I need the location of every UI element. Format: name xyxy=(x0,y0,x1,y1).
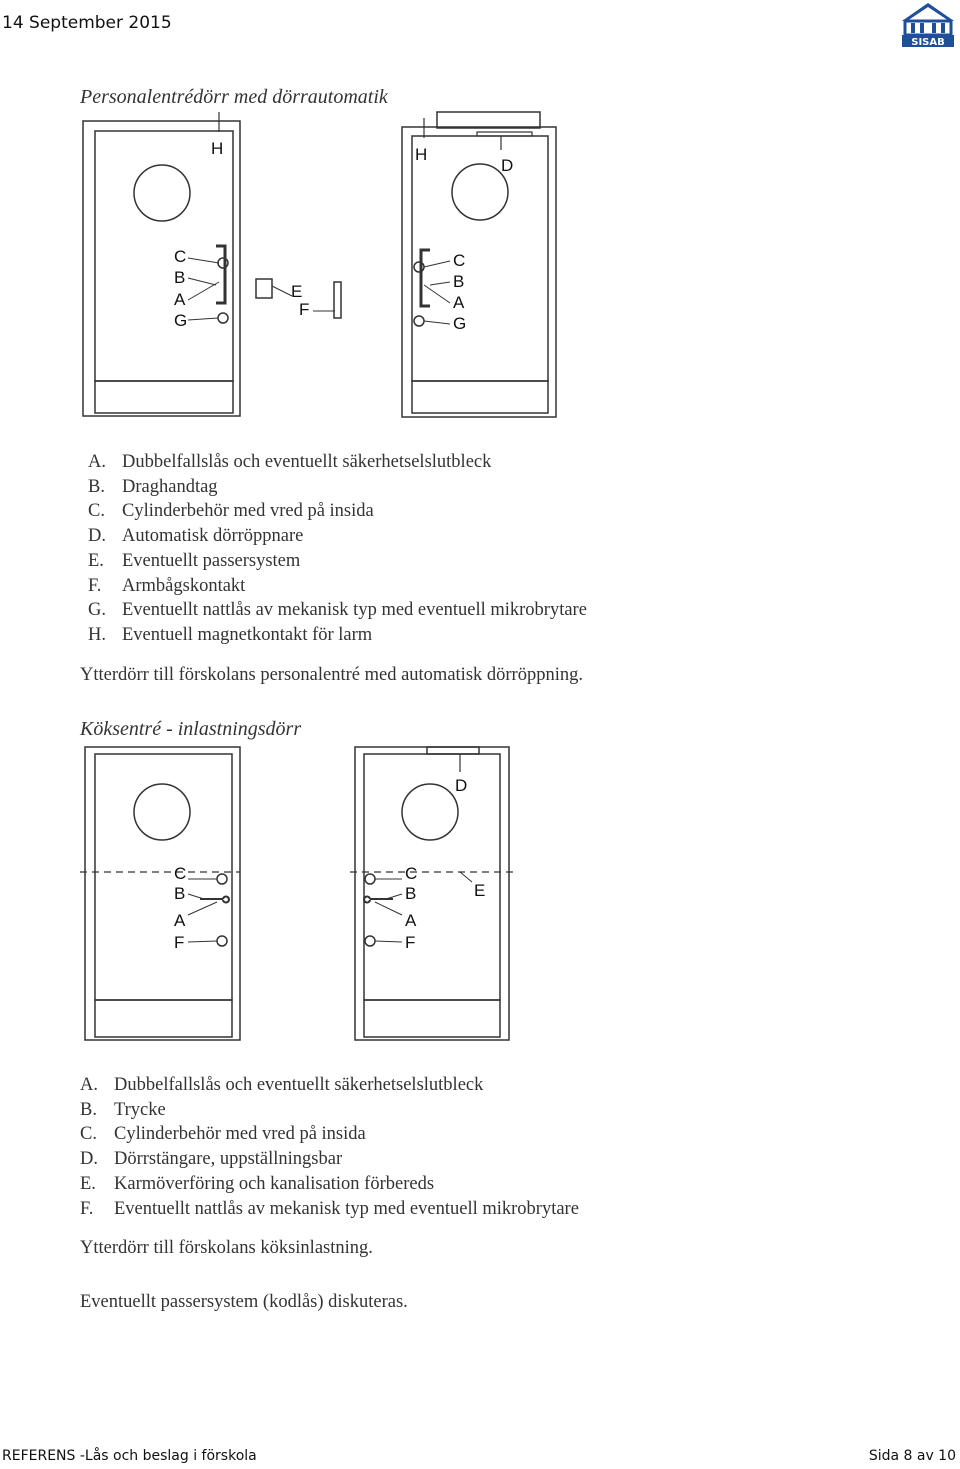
kitchen-left-cylinder-icon xyxy=(217,874,227,884)
door-closer-box xyxy=(427,747,479,754)
section2-legend xyxy=(80,1073,579,1221)
diagram1-label-c-left: C xyxy=(174,247,187,266)
footer-left: REFERENS -Lås och beslag i förskola xyxy=(2,1448,257,1464)
legend2-item: D. Dörrstängare, uppställningsbar xyxy=(80,1149,343,1170)
diagram1-label-b-right: B xyxy=(453,272,465,291)
diagram1-label-g-right: G xyxy=(453,314,467,333)
kitchen-door-diagram xyxy=(80,742,520,1042)
diagram1-label-a-right: A xyxy=(453,293,465,312)
diagram2-label-e: E xyxy=(474,881,486,900)
left-door-handle xyxy=(216,246,225,303)
section1-caption: Ytterdörr till förskolans personalentré med automatisk dörröppning. xyxy=(80,665,583,685)
diagram1-label-a-left: A xyxy=(174,290,186,309)
diagram2-label-a-right: A xyxy=(405,911,417,930)
diagram2-label-f-right: F xyxy=(405,933,416,952)
diagram1-label-f: F xyxy=(299,300,310,319)
personal-door-diagram xyxy=(80,110,560,420)
legend1-item: F. Armbågskontakt xyxy=(88,575,246,596)
diagram1-label-e: E xyxy=(291,282,303,301)
kitchen-right-nightlock-icon xyxy=(365,936,375,946)
diagram2-label-b-right: B xyxy=(405,884,417,903)
section1-legend xyxy=(88,450,587,648)
section1-heading: Personalentrédörr med dörrautomatik xyxy=(80,86,388,108)
diagram1-label-c-right: C xyxy=(453,251,466,270)
section2-note: Eventuellt passersystem (kodlås) diskuteras. xyxy=(80,1292,408,1312)
left-door-window xyxy=(134,165,190,221)
logo-text: SISAB xyxy=(911,37,945,48)
left-nightlock-icon xyxy=(218,313,228,323)
section2-heading: Köksentré - inlastningsdörr xyxy=(80,718,302,740)
kitchen-left-lever-handle xyxy=(200,897,229,903)
right-door-handle xyxy=(421,250,430,306)
passersystem-device xyxy=(256,279,272,298)
right-nightlock-icon xyxy=(414,316,424,326)
diagram1-label-h-left: H xyxy=(211,139,224,158)
kitchen-left-nightlock-icon xyxy=(217,936,227,946)
kitchen-right-cylinder-icon xyxy=(365,874,375,884)
kitchen-left-window xyxy=(134,784,190,840)
diagram1-label-d: D xyxy=(501,156,514,175)
legend1-item: G. Eventuellt nattlås av mekanisk typ med eventuell mikrobrytare xyxy=(88,600,587,621)
diagram2-label-f-left: F xyxy=(174,933,185,952)
kitchen-right-door-frame xyxy=(355,747,509,1040)
legend2-item: F. Eventuellt nattlås av mekanisk typ med eventuell mikrobrytare xyxy=(80,1198,579,1219)
door-operator-box xyxy=(437,112,540,128)
legend2-item: B. Trycke xyxy=(80,1099,166,1120)
diagram2-label-b-left: B xyxy=(174,884,186,903)
right-door-window xyxy=(452,164,508,220)
legend2-item: C. Cylinderbehör med vred på insida xyxy=(80,1124,366,1145)
legend1-item: B. Draghandtag xyxy=(88,476,218,497)
section2-caption: Ytterdörr till förskolans köksinlastning. xyxy=(80,1238,373,1258)
diagram1-label-b-left: B xyxy=(174,268,186,287)
kitchen-right-lever-handle xyxy=(364,897,393,903)
sisab-logo xyxy=(898,1,958,48)
kitchen-left-door-frame xyxy=(85,747,240,1040)
legend1-item: C. Cylinderbehör med vred på insida xyxy=(88,501,374,522)
sisab-logo-icon xyxy=(898,1,958,48)
legend1-item: D. Automatisk dörröppnare xyxy=(88,526,304,547)
legend1-item: E. Eventuellt passersystem xyxy=(88,550,301,571)
diagram2-label-a-left: A xyxy=(174,911,186,930)
legend2-item: A. Dubbelfallslås och eventuellt säkerhetselslutbleck xyxy=(80,1075,484,1095)
legend1-item: H. Eventuell magnetkontakt för larm xyxy=(88,624,373,645)
legend2-item: E. Karmöverföring och kanalisation förbereds xyxy=(80,1173,435,1194)
diagram2-label-c-right: C xyxy=(405,864,418,883)
kitchen-right-window xyxy=(402,784,458,840)
diagram1-label-g-left: G xyxy=(174,311,188,330)
legend1-item: A. Dubbelfallslås och eventuellt säkerhetselslutbleck xyxy=(88,452,492,472)
diagram2-label-d: D xyxy=(455,776,468,795)
footer-page-number: Sida 8 av 10 xyxy=(868,1448,956,1464)
elbow-switch-device xyxy=(334,282,341,318)
diagram2-label-c-left: C xyxy=(174,864,187,883)
diagram1-label-h-right: H xyxy=(415,145,428,164)
header-date: 14 September 2015 xyxy=(2,13,172,33)
